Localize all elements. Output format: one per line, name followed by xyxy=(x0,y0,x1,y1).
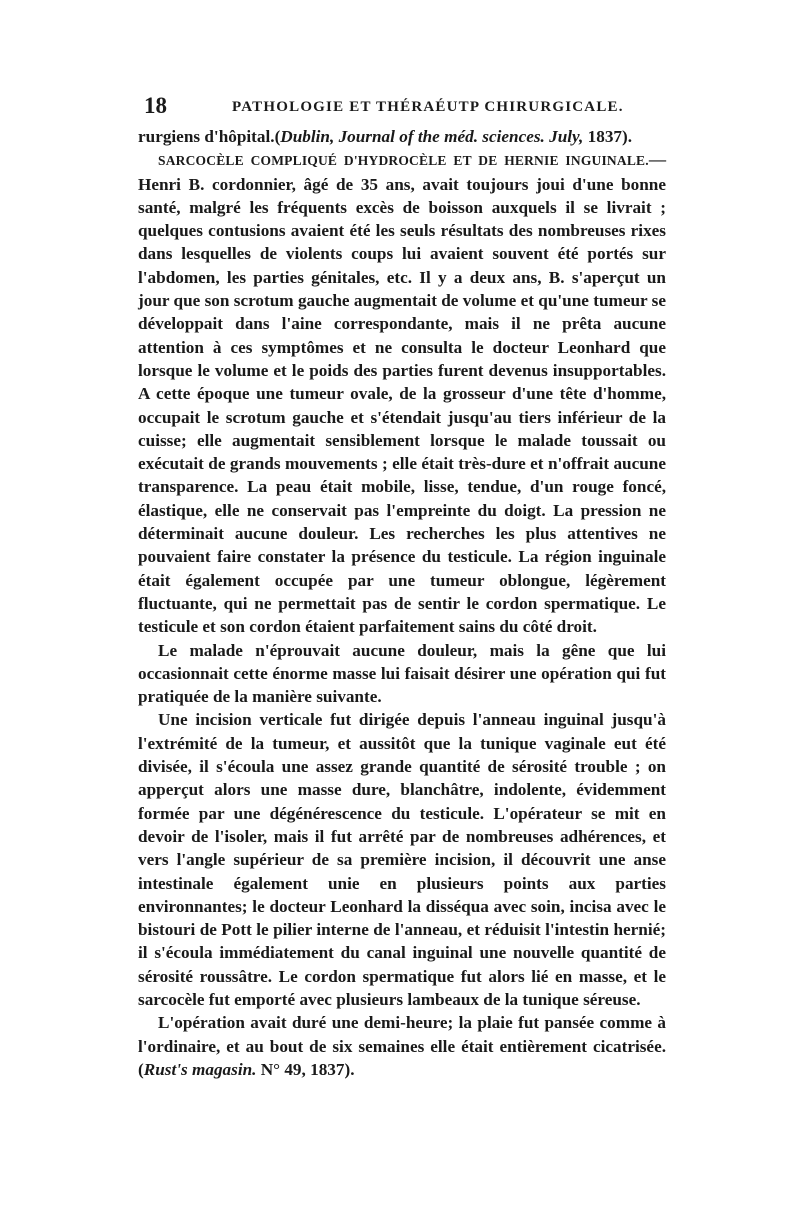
page-header xyxy=(140,93,665,123)
paragraph-case xyxy=(138,148,666,638)
citation-title: Dublin, Journal of the méd. sciences. July, xyxy=(280,127,584,146)
text-run: L'opération avait duré une demi-heure; la plaie fut pansée comme à l'ordinaire, et au bout de six semaines elle était entièrement cicatrisée. ( xyxy=(138,1013,666,1079)
citation-title: Rust's magasin. xyxy=(143,1059,257,1079)
text-run: N° 49, 1837). xyxy=(256,1059,355,1079)
paragraph: Le malade n'éprouvait aucune douleur, mais la gêne que lui occasionnait cette énorme masse lui faisait désirer une opération qui fut pratiquée de la manière suivante. xyxy=(138,640,666,707)
body-text xyxy=(138,125,666,1081)
text-run: rurgiens d'hôpital.( xyxy=(138,127,281,146)
running-head: PATHOLOGIE ET THÉRAÉUTP CHIRURGICALE. xyxy=(232,99,624,115)
paragraph-text: —Henri B. cordonnier, âgé de 35 ans, avait toujours joui d'une bonne santé, malgré les fréquents excès de boisson auxquels il se livrait ; quelques contusions avaient été les seuls résultats des nombreuses rixes dans lesquelles de violents coups lui avaient souvent été portés sur l'abdomen, les parties génitales, etc. Il y a deux ans, B. s'aperçut un jour que son scrotum gauche augmentait de volume et qu'une tumeur se développait dans l'aine correspondante, mais il ne prêta aucune attention à ces symptômes et ne consulta le docteur Leonhard que lorsque le volume et le poids des parties furent devenus insupportables. A cette époque une tumeur ovale, de la grosseur d'une tête d'homme, occupait le scrotum gauche et s'étendait jusqu'au tiers inférieur de la cuisse; elle augmentait sensiblement lorsque le malade toussait ou exécutait de grands mouvements ; elle était très-dure et n'offrait aucune transparence. La peau était mobile, lisse, tendue, d'un rouge foncé, élastique, elle ne conservait pas l'empreinte du doigt. La pression ne déterminait aucune douleur. Les recherches les plus attentives ne pouvaient faire constater la présence du testicule. La région inguinale était également occupée par une tumeur oblongue, légèrement fluctuante, qui ne permettait pas de sentir le cordon spermatique. Le testicule et son cordon étaient parfaitement sains du côté droit. xyxy=(138,150,666,637)
page-number: 18 xyxy=(144,93,167,118)
paragraph: Une incision verticale fut dirigée depuis l'anneau inguinal jusqu'à l'extrémité de la tumeur, et aussitôt que la tunique vaginale eut été divisée, il s'écoula une assez grande quantité de sérosité trouble ; on apperçut alors une masse dure, blanchâtre, indolente, évidemment formée par une dégénérescence du testicule. L'opérateur se mit en devoir de l'isoler, mais il fut arrêté par de nombreuses adhérences, et vers l'angle supérieur de sa première incision, il découvrit une anse intestinale également unie en plusieurs points aux parties environnantes; le docteur Leonhard la disséqua avec soin, incisa avec le bistouri de Pott le pilier interne de l'anneau, et réduisit l'intestin hernié; il s'écoula immédiatement du canal inguinal une nouvelle quantité de sérosité roussâtre. Le cordon spermatique fut alors lié en masse, et le sarcocèle fut emporté avec plusieurs lambeaux de la tunique séreuse. xyxy=(138,710,666,1009)
paragraph-continuation xyxy=(138,125,666,148)
case-heading: SARCOCÈLE COMPLIQUÉ D'HYDROCÈLE ET DE HERNIE INGUINALE. xyxy=(158,153,649,169)
text-run: 1837). xyxy=(583,127,633,146)
paragraph-final xyxy=(138,1011,666,1081)
